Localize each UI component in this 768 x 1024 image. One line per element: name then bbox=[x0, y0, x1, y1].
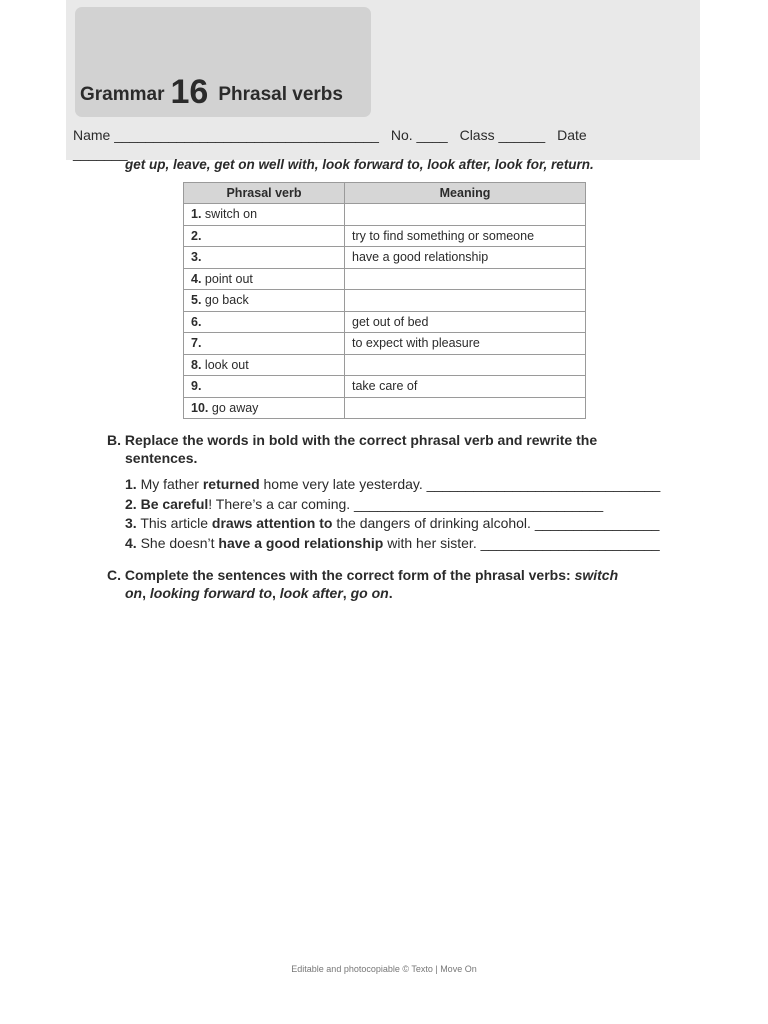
section-c-verb-3: look after bbox=[279, 585, 343, 601]
item-number: 3. bbox=[125, 515, 137, 531]
unit-number: 16 bbox=[170, 73, 209, 111]
date-underline: _______ bbox=[73, 145, 128, 161]
table-header-row bbox=[184, 183, 586, 204]
table-row bbox=[184, 311, 586, 333]
verb-cell[interactable] bbox=[184, 311, 345, 333]
item-text-post[interactable]: the dangers of drinking alcohol. ________________ bbox=[332, 515, 660, 531]
list-item bbox=[125, 514, 660, 534]
name-field[interactable]: Name __________________________________ bbox=[73, 127, 379, 143]
table-row bbox=[184, 397, 586, 419]
verb-cell[interactable] bbox=[184, 397, 345, 419]
meaning-cell[interactable]: try to find something or someone bbox=[345, 225, 586, 247]
item-bold-phrase: draws attention to bbox=[211, 515, 333, 531]
column-header-meaning: Meaning bbox=[345, 183, 586, 204]
verb-cell[interactable] bbox=[184, 225, 345, 247]
verb-cell[interactable] bbox=[184, 247, 345, 269]
verb-cell[interactable] bbox=[184, 333, 345, 355]
footer-credit: Editable and photocopiable © Texto | Move On bbox=[291, 964, 477, 974]
verb-cell[interactable] bbox=[184, 376, 345, 398]
verb-text: point out bbox=[204, 271, 253, 286]
row-number: 10. bbox=[191, 400, 209, 415]
item-text-pre: This article bbox=[140, 515, 212, 531]
section-b-instruction bbox=[107, 431, 667, 467]
table-row bbox=[184, 225, 586, 247]
item-number: 4. bbox=[125, 534, 137, 551]
section-b-list bbox=[125, 475, 660, 553]
section-c-verb-1a: switch bbox=[574, 567, 619, 583]
table-row bbox=[184, 247, 586, 269]
table-row bbox=[184, 333, 586, 355]
section-b-letter: B. bbox=[107, 432, 121, 448]
topic-title: Phrasal verbs bbox=[218, 84, 343, 105]
verb-cell[interactable] bbox=[184, 354, 345, 376]
item-bold-phrase: returned bbox=[202, 476, 260, 492]
row-number: 7. bbox=[191, 336, 202, 351]
grammar-label: Grammar bbox=[80, 84, 165, 105]
meaning-cell[interactable]: to expect with pleasure bbox=[345, 333, 586, 355]
column-header-verb: Phrasal verb bbox=[184, 183, 345, 204]
section-c-instruction bbox=[107, 566, 677, 602]
item-bold-phrase: have a good relationship bbox=[218, 534, 384, 551]
separator: , bbox=[342, 585, 351, 601]
item-number: 1. bbox=[125, 476, 137, 492]
table-row bbox=[184, 354, 586, 376]
table-row bbox=[184, 268, 586, 290]
table-row bbox=[184, 290, 586, 312]
section-c-verb-4: go on bbox=[350, 585, 389, 601]
row-number: 6. bbox=[191, 314, 202, 329]
section-c-verb-1b: on bbox=[125, 585, 143, 601]
section-a-instruction: get up, leave, get on well with, look forward to, look after, look for, return. bbox=[125, 157, 594, 172]
phrasal-verb-table bbox=[183, 182, 586, 419]
section-b-text-1: Replace the words in bold with the correct phrasal verb and rewrite the bbox=[124, 432, 598, 448]
section-b-text-2: sentences. bbox=[125, 450, 198, 466]
verb-text: look out bbox=[204, 357, 249, 372]
list-item bbox=[125, 495, 660, 515]
verb-cell[interactable] bbox=[184, 204, 345, 226]
row-number: 1. bbox=[191, 207, 202, 222]
meaning-cell[interactable] bbox=[345, 397, 586, 419]
number-field[interactable]: No. ____ bbox=[390, 127, 448, 143]
date-field[interactable]: Date bbox=[557, 127, 587, 143]
section-c-letter: C. bbox=[107, 567, 121, 583]
list-item bbox=[125, 475, 660, 495]
separator: , bbox=[142, 585, 150, 601]
page-title bbox=[80, 70, 343, 109]
row-number: 9. bbox=[191, 379, 202, 394]
meaning-cell[interactable]: have a good relationship bbox=[345, 247, 586, 269]
verb-text: switch on bbox=[204, 207, 258, 222]
meaning-cell[interactable] bbox=[345, 204, 586, 226]
verb-cell[interactable] bbox=[184, 268, 345, 290]
class-field[interactable]: Class ______ bbox=[459, 127, 546, 143]
table-row bbox=[184, 376, 586, 398]
row-number: 2. bbox=[191, 228, 202, 243]
period: . bbox=[388, 585, 393, 601]
meaning-cell[interactable] bbox=[345, 290, 586, 312]
row-number: 4. bbox=[191, 271, 202, 286]
row-number: 8. bbox=[191, 357, 202, 372]
table-row bbox=[184, 204, 586, 226]
verb-text: go back bbox=[204, 293, 249, 308]
section-c-verb-2: looking forward to bbox=[149, 585, 272, 601]
item-text-post[interactable]: home very late yesterday. ______________________________ bbox=[259, 476, 661, 492]
verb-cell[interactable] bbox=[184, 290, 345, 312]
list-item bbox=[125, 534, 660, 554]
verb-text: go away bbox=[211, 400, 259, 415]
meaning-cell[interactable] bbox=[345, 268, 586, 290]
meaning-cell[interactable]: take care of bbox=[345, 376, 586, 398]
item-text-post[interactable]: with her sister. _______________________ bbox=[383, 534, 660, 551]
item-text-post[interactable]: ! There’s a car coming. ________________________________ bbox=[208, 495, 604, 512]
item-text-pre: My father bbox=[140, 476, 203, 492]
student-info-line bbox=[73, 127, 595, 143]
meaning-cell[interactable]: get out of bed bbox=[345, 311, 586, 333]
row-number: 5. bbox=[191, 293, 202, 308]
section-c-text: Complete the sentences with the correct form of the phrasal verbs: bbox=[124, 567, 575, 583]
item-number: 2. bbox=[125, 495, 137, 512]
item-text-pre: She doesn’t bbox=[140, 534, 219, 551]
meaning-cell[interactable] bbox=[345, 354, 586, 376]
item-bold-phrase: Be careful bbox=[140, 495, 209, 512]
row-number: 3. bbox=[191, 250, 202, 265]
separator: , bbox=[272, 585, 280, 601]
